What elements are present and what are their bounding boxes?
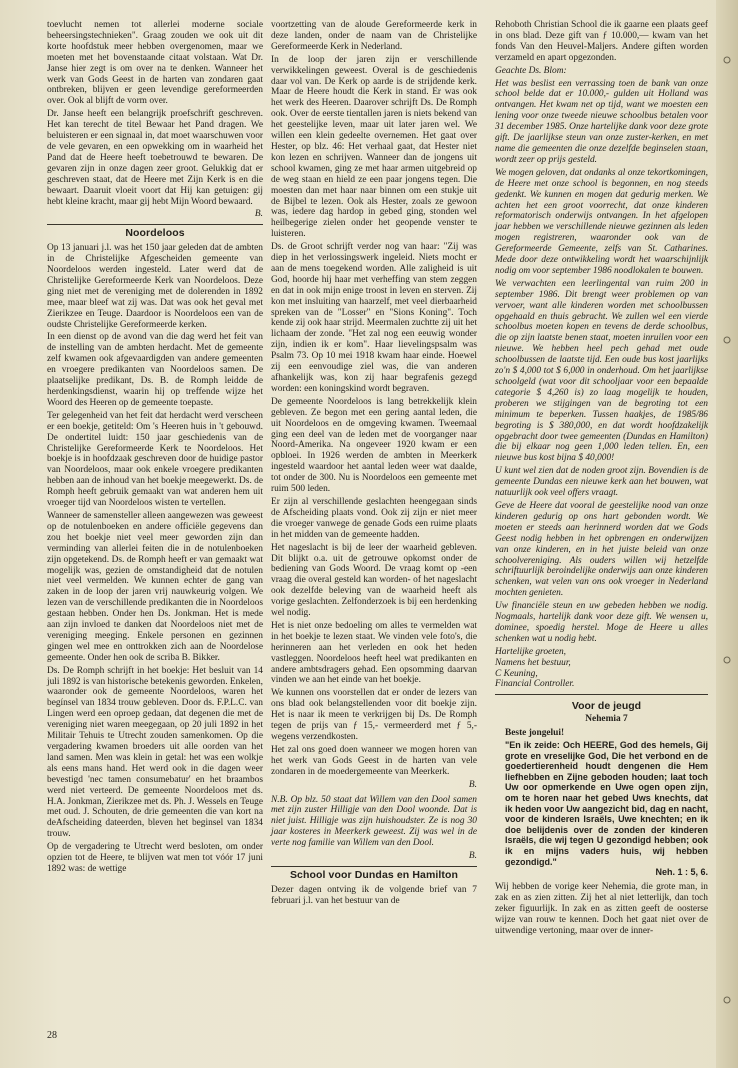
letter-paragraph: We mogen geloven, dat ondanks al onze tekortkomingen, de Heere met onze school is begonnen, en nog steeds gedenkt. We kunnen en mogen dat gedurig merken. We achten het een groot voorrecht, dat onze kinderen reformatorisch onderwijs ontvangen. In het afgelopen jaar hebben we verschillende nieuwe gezinnen als leden mogen registreren, waaronder ook van de Gereformeerde Gemeente, zelfs van St. Catharines. Mede door deze ontwikkeling wordt het waarschijnlijk nodig om voor september 1986 noodlokalen te bouwen. [495,167,708,276]
section-divider [495,694,708,695]
section-subtitle: Nehemia 7 [585,714,628,725]
letter-signer: C Keuning, [495,668,538,679]
letter-paragraph: U kunt wel zien dat de noden groot zijn. Bovendien is de gemeente Dundas een nieuwe kerk aan het bouwen, wat natuurlijk ook veel offers vraagt. [495,466,708,499]
letter-salutation: Geachte Ds. Blom: [495,65,567,76]
column-left [47,20,263,877]
paragraph: Dezer dagen ontving ik de volgende brief van 7 februari j.l. van het bestuur van de [271,884,477,906]
letter-closing: Namens het bestuur, [495,657,571,668]
binding-edge [716,0,738,1068]
author-initial: B. [254,209,263,220]
paragraph: Dr. Janse heeft een belangrijk proefschrift geschreven. Het kan terecht de titel Bewaar het Pand dragen. We beluisteren er een signaal in, dat moet waarschuwen voor de vele gevaren, en een opwekking om in waarheid het Pand dat de Heere heeft toebetrouwd te bewaren. De gevaren zijn in onze dagen zeer groot. Gelukkig dat er geschreven staat, dat de Heere met Zijn Kerk is en die bewaart. Daaruit vloeit voort dat Hij kan getuigen: gij hebt kleine kracht, maar gij hebt Mijn Woord bewaard. [47,109,263,207]
letter-paragraph: Geve de Heere dat vooral de geestelijke nood van onze kinderen gedurig op ons hart gebonden wordt. We moeten er steeds aan herinnerd worden dat we Gods Geest nodig hebben in het opbrengen en onderwijzen van onze kinderen, en in het juiste beleid van onze schoolvereniging. Als ouders willen wij hetzelfde schriftuurlijk beroindelijke onderwijs aan onze kinderen schenken, wat velen van ons ook vroeger in Nederland mochten genieten. [495,500,708,599]
youth-greeting: Beste jongelui! [505,728,565,739]
paragraph: Op 13 januari j.l. was het 150 jaar geleden dat de ambten in de Christelijke Afgescheiden gemeente van Noordeloos werden ingesteld. Later werd dat de Christelijke Gereformeerde Kerk van Noordeloos. Deze ging niet met de vereniging met de dolerenden in 1892 mee, maar bleef wat zij was. Dat was ook het geval met Zierikzee en Teuge. Daardoor is Noordeloos een van de oudste Christelijke Gereformeerde kerken. [47,243,263,330]
author-initial: B. [468,851,477,862]
section-divider [47,224,263,225]
paragraph: voortzetting van de aloude Gereformeerde kerk in deze landen, onder de naam van de Christelijke Gereformeerde Kerk in Nederland. [271,20,477,52]
paragraph: In de loop der jaren zijn er verschillende verwikkelingen geweest. Overal is de geschiedenis daar vol van. De Kerk op aarde is de strijdende kerk. Maar de Heere houdt die Kerk in stand. Er was ook het werk des Heeren. Daarover schrijft Ds. De Romph ook. Over de eerste tientallen jaren is niets bekend van het geestelijke leven, maar uit later jaren wel. We willen een klein gedeelte overnemen. Het gaat over Hester, op blz. 46: Het verhaal gaat, dat Hester niet kon lezen en schrijven. Wanneer dan de jongens uit school kwamen, ging ze met haar armen uitgebreid op de weg staan en hield ze een paar jongens tegen. Die moesten dan met haar naar binnen om een stukje uit de Bijbel te lezen. Ook als Hester, zoals ze gewoon was, iedere dag hardop in gebed ging, stonden wel heilbegerige zielen onder het geopende venster te luisteren. [271,54,477,240]
author-initial: B. [468,779,477,790]
section-divider [271,866,477,867]
letter-paragraph: We verwachten een leerlingental van ruim 200 in september 1986. Dit brengt weer problemen op van vervoer, want alle kinderen worden met schoolbussen opgehaald en thuis gebracht. We zullen wel een vierde schoolbus moeten kopen en tevens de derde schoolbus, die op zijn laatste benen staat, moeten inruilen voor een nieuwe. We hebben heel pech gehad met oude schoolbussen de laatste tijd. Een oude bus kost jaarlijks zo'n $ 4,000 tot $ 6,000 in onderhoud. Om het jaarlijkse schoolgeld (wat voor dit schooljaar voor een bepaalde categorie $ 4,260 is) zo laag mogelijk te houden, proberen we stijgingen van de begroting tot een minimum te beperken. Tussen haakjes, de 1985/86 begroting is $ 380,000, en dat wordt hoofdzakelijk opgebracht door twee gemeenten (Dundas en Hamilton) die bij elkaar nog geen 1,000 leden tellen. En, een nieuwe bus kost bijna $ 40,000! [495,278,708,464]
section-title-jeugd: Voor de jeugd [571,700,642,713]
paragraph: Ds. de Groot schrijft verder nog van haar: "Zij was diep in het verlossingswerk ingeleid. Niets mocht er aan de mens toegekend worden. Alle zaligheid is uit God, hoorde hij haar met verheffing van stem zeggen en dat in ook mijn enige troost in leven en sterven. Zij kon met insluiting van haarzelf, met veel dierbaarheid spreken van de "Losser" en "Sions Koning". Toch kende zij ook haar strijd. Meermalen zuchtte zij uit het lichaam der zonde. "Het zal nog een eeuwig wonder zijn, indien ik er kom". Haar lievelingspsalm was Psalm 73. Op 10 mei 1918 kwam haar einde. Hoewel zij een eenvoudige ziel was, die van anderen afhankelijk was, kon zij haar begrafenis gezegd worden: een koningskind wordt begraven. [271,242,477,394]
registration-marks [720,40,734,1040]
scripture-reference: Neh. 1 : 5, 6. [655,867,708,878]
section-title-noordeloos: Noordeloos [125,227,185,240]
paragraph: Het zal ons goed doen wanneer we mogen horen van het werk van Gods Geest in de harten van vele zondaren in de moedergemeente van Meerkerk. [271,744,477,777]
paragraph: Het nageslacht is bij de leer der waarheid gebleven. Dit blijkt o.a. uit de getrouwe opkomst onder de bediening van Gods Woord. De vraag komt op -een vraag die overal gesteld kan worden- of het nageslacht ook dezelfde beleving van de waarheid heeft als vorige geslachten. Zelfonderzoek is bij een herdenking wel nodig. [271,542,477,619]
section-title-school: School voor Dundas en Hamilton [289,868,459,881]
column-middle [271,20,477,909]
column-right [495,20,708,939]
youth-section [505,701,708,878]
paragraph: Wij hebben de vorige keer Nehemia, die grote man, in zak en as zien zitten. Zij het al niet letterlijk, dan toch zeker figuurlijk. In zak en as zitten geeft de oosterse wijze van rouw te kennen. Doch het gaat niet over de uitwendige vertoning, maar over de inner- [495,882,708,936]
scripture-quote: "En ik zeide: Och HEERE, God des hemels, Gij grote en vreselijke God, Die het verbond en de goedertierenheid houdt dengenen die Hem liefhebben en Zijne geboden houden; laat toch Uw oor opmerkende en Uwe ogen open zijn, om te horen naar het gebed Uws knechts, dat ik heden voor Uw aangezicht bid, dag en nacht, voor de kinderen Israëls, Uwe knechten; en ik doe belijdenis over de zonden der kinderen Israëls, die wij tegen U gezondigd hebben; ook ik en mijns vaders huis, wij hebben gezondigd." [505,740,708,867]
note-paragraph: N.B. Op blz. 50 staat dat Willem van den Dool samen met zijn zuster Hilligje van den Dool woonde. Dat is niet juist. Hilligje was zijn huishoudster. Ze is nog 30 jaar kosteres in Meerkerk geweest. Zij was wel in de verte nog familie van Willem van den Dool. [271,794,477,849]
page-number: 28 [47,1030,57,1041]
paragraph: Wanneer de samensteller alleen aangewezen was geweest op de notulenboeken en andere officiële gegevens dan zou het boekje niet veel meer geworden zijn dan verminding van allerlei feiten die in de notulenboeken zijn opgetekend. Ds. de Romph heeft er van gemaakt wat mogelijk was, gezien de omstandigheid dat de notulen niet veel vermelden. We kunnen echter de gang van zaken in de loop der jaren vrij nauwkeurig volgen. We lezen van de verschillende predikanten die in Noordeloos gestaan hebben. Onder hen Ds. Jonkman. Het is mede aan zijn invloed te danken dat Noordeloos niet met de vereniging meeging. Enkele personen en gezinnen gingen wel mee en onttrokken zich aan de Noordelose gemeente. Onder hen ook de scriba B. Bikker. [47,510,263,663]
letter-signer-title: Financial Controller. [495,679,575,690]
paragraph: Ter gelegenheid van het feit dat herdacht werd verscheen er een boekje, getiteld: Om 's Heeren huis in 't gebouwd. De ondertitel luidt: 150 jaar geschiedenis van de Christelijke Gereformeerde Kerk te Noordeloos. Het boekje is in hoofdzaak geschreven door de huidige pastor van Noordeloos, maar ook enkele vroegere predikanten hebben aan de inhoud van het boekje meegewerkt. Ds. de Romph heeft gebruik gemaakt van wat anderen hem uit vroeger tijd van Noordeloos wisten te vertellen. [47,410,263,509]
paragraph: Rehoboth Christian School die ik gaarne een plaats geef in ons blad. Deze gift van ƒ 10.000,— kwam van het fonds Van den Heuvel-Maljers. Andere giften worden verzameld en apart opgezonden. [495,20,708,63]
letter-closing: Hartelijke groeten, [495,646,566,657]
letter-paragraph: Uw financiële steun en uw gebeden hebben we nodig. Nogmaals, hartelijk dank voor deze gift. We wensen u, dominee, spoedig herstel. Moge de Heere u alles schenken wat u nodig hebt. [495,601,708,644]
paragraph: Op de vergadering te Utrecht werd besloten, om onder opzien tot de Heere, te blijven wat men tot vóór 17 juni 1892 was: de wettige [47,842,263,874]
paragraph: toevlucht nemen tot allerlei moderne sociale beheersingstechnieken". Graag zouden we ook uit dit korte hoofdstuk meer hebben overgenomen, maar we moeten met het bovenstaande citaat volstaan. Wat Dr. Janse hier zegt is om over na te denken. Wanneer het werk van Gods Geest in de harten van zondaren gaat ontbreken, blijven er geen levendige gereformeerden over. Ook al blijft de vorm over. [47,20,263,107]
paragraph: Ds. De Romph schrijft in het boekje: Het besluit van 14 juli 1892 is van historische betekenis geworden. Enkelen, waaronder ook de gemeente Noordeloos, waren het begínsel van 1834 trouw gebleven. Door ds. F.P.L.C. van Lingen werd een oproep gedaan, dat degenen die met de vereniging niet waren meegegaan, op 20 juli 1892 in het Militair Tehuis te Utrecht zouden samenkomen. Op die vergadering kwamen broeders uit alle oorden van het land samen. Men was klein in getal: het was een wolkje als eens mans hand. Het werd ook in die dagen weer bevestigd 'nec tamen consumebatur' en het braambos werd niet verteerd. De gemeente Noordeloos met ds. H.A. Jonkman, Zierikzee met ds. Ph. J. Wessels en Teuge met oud. J. Schouten, de drie gemeenten die van kort na deAfscheiding dateerden, bleven het beginsel van 1834 trouw. [47,665,263,840]
paragraph: Er zijn al verschillende geslachten heengegaan sinds de Afscheiding plaats vond. Ook zij zijn er niet meer die vroeger vanwege de genade Gods een ruime plaats in het midden van de gemeente hadden. [271,496,477,540]
paragraph: In een dienst op de avond van die dag werd het feit van de instelling van de ambten herdacht. Met de gemeente zelf kwamen ook afgevaardigden van andere gemeenten en vroegere predikanten van Noordeloos samen. De plaatselijke predikant, Ds. B. de Romph leidde de herdenkingsdienst, waarin hij op treffende wijze het Woord des Heeren op de gemeente toepaste. [47,332,263,408]
letter-paragraph: Het was beslist een verrassing toen de bank van onze school belde dat er 10.000,- gulden uit Holland was ontvangen. Het kwam net op tijd, want we moesten een lening voor onze tweede nieuwe schoolbus betalen voor 31 december 1985. Onze hartelijke dank voor deze grote gift. De jaarlijkse steun van onze zuster-kerken, en met name die gemeenten die onze dezelfde beginselen staan, wordt zeer op prijs gesteld. [495,78,708,165]
paragraph: We kunnen ons voorstellen dat er onder de lezers van ons blad ook belangstellenden voor dit boekje zijn. Het is naar ik meen te verkrijgen bij Ds. De Romph tegen de prijs van ƒ 15,- vermeerderd met ƒ 5,- wegens verzendkosten. [271,688,477,742]
paragraph: Het is niet onze bedoeling om alles te vermelden wat in het boekje te lezen staat. We vinden vele foto's, die herinneren aan het verleden en ook het heden vastleggen. Noordeloos heeft heel wat predikanten en andere ambtsdragers gehad. Een opsomming daarvan vinden we aan het einde van het boekje. [271,620,477,686]
paragraph: De gemeente Noordeloos is lang betrekkelijk klein gebleven. Ze begon met een gering aantal leden, die uit Noordeloos en de omgeving kwamen. Tweemaal ging een deel van de leden met de voorganger naar Noord-Amerika. Na ongeveer 1920 kwam er een opbloei. In 1926 werden de ambten in Meerkerk ingesteld waardoor het aantal leden weer wat daalde, tot onder de 300. Nu is Noordeloos een gemeente met ruim 500 leden. [271,396,477,495]
